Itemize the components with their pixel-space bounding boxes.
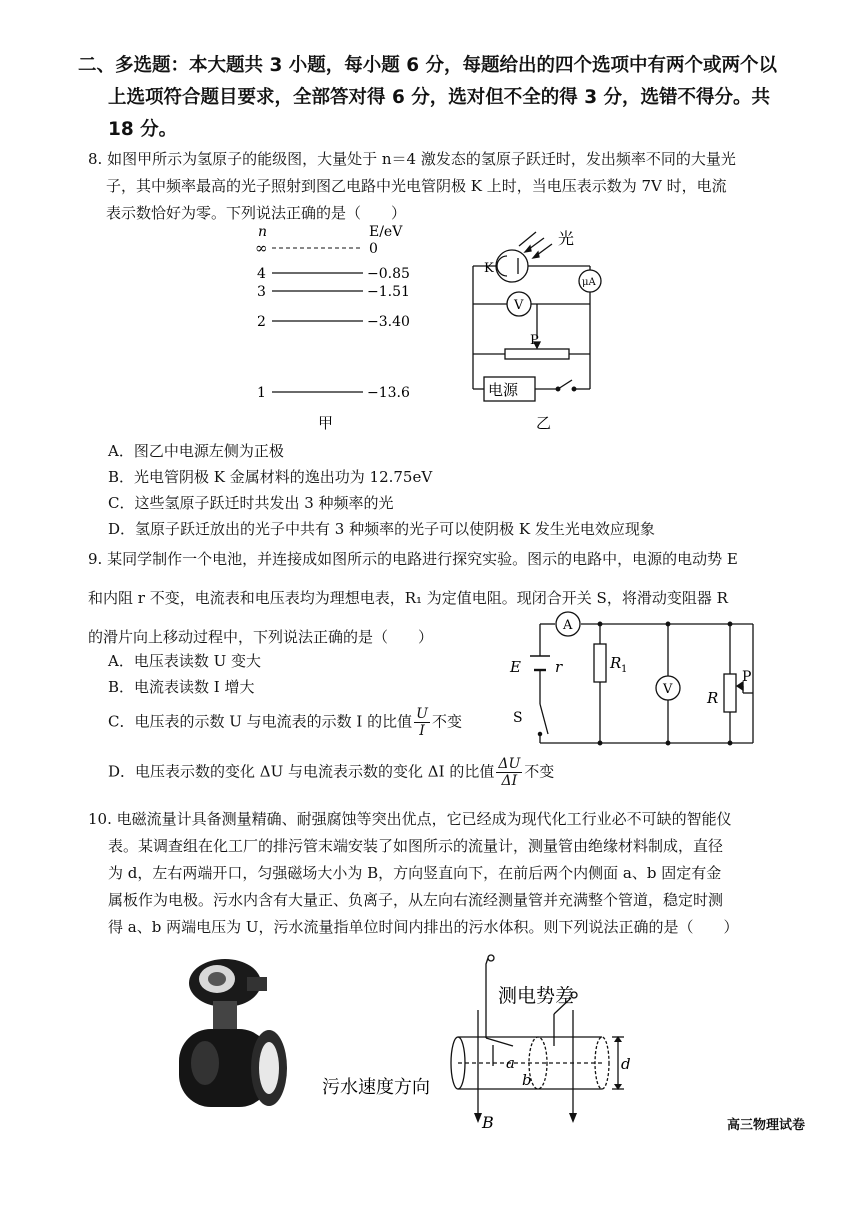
question-10-stem [88,806,808,941]
level-2-energy: −3.40 [367,314,410,330]
question-8-options [108,438,808,542]
n-axis-label: n [258,224,268,240]
q10-stem-line-4: 属板作为电极。污水内含有大量正、负离子，从左向右流经测量管并充满整个管道，稳定时测 [108,891,724,909]
q9-option-c[interactable] [108,706,528,739]
level-3-energy: −1.51 [367,284,410,300]
flowmeter-device-illustration [165,955,300,1120]
photocell [496,250,528,282]
q9-stem-line-3: 的滑片向上移动过程中，下列说法正确的是（ ） [88,628,434,646]
q10-stem-line-1: 10. 电磁流量计具备测量精确、耐强腐蚀等突出优点，它已经成为现代化工行业必不可缺的智能仪 [88,810,732,828]
q9-option-c-text: C．电压表的示数 U 与电流表的示数 I 的比值 [108,712,413,731]
q9-option-d-tail: 不变 [524,762,555,781]
q8-stem-line-3: 表示数恰好为零。下列说法正确的是（ ） [106,204,407,222]
page-footer: 高三物理试卷 [726,1118,805,1133]
rheostat [505,349,569,359]
energy-level-diagram [245,222,425,432]
level-infinity-label: ∞ [255,239,268,257]
slider-label: P [742,669,752,685]
slider-label: P [530,333,539,348]
q8-stem-line-1: 8. 如图甲所示为氢原子的能级图，大量处于 n＝4 激发态的氢原子跃迁时，发出频率不同的大量光 [88,150,736,168]
power-source-label: 电源 [488,381,519,399]
rheostat-r [724,674,736,712]
section-header [78,50,798,146]
q8-option-b[interactable]: B．光电管阴极 K 金属材料的逸出功为 12.75eV [108,468,433,486]
r1-label: R [610,654,622,672]
measure-potential-label: 测电势差 [498,985,575,1007]
switch-label: S [513,710,523,726]
q9-option-d-text: D．电压表示数的变化 ΔU 与电流表示数的变化 ΔI 的比值 [108,762,495,781]
emf-label: E [510,658,521,676]
rheostat-label: R [707,689,719,707]
energy-axis-label: E/eV [369,224,403,240]
voltmeter-label: V [514,298,524,313]
level-4-n: 4 [257,266,266,282]
q10-stem-line-5: 得 a、b 两端电压为 U，污水流量指单位时间内排出的污水体积。则下列说法正确的是（ ） [108,918,739,936]
figure-yi-caption: 乙 [536,414,552,432]
electrode-a-label: a [506,1054,515,1072]
question-9-options [108,648,528,739]
figure-jia-caption: 甲 [318,414,334,432]
q8-option-c[interactable]: C．这些氢原子跃迁时共发出 3 种频率的光 [108,494,394,512]
flow-measurement-diagram [318,950,638,1135]
fraction-du-over-di: $\frac{\Delta U}{\Delta I}$ [498,756,521,789]
r1-subscript: 1 [621,664,628,675]
q8-option-a[interactable]: A．图乙中电源左侧为正极 [108,442,284,460]
q9-option-d[interactable] [108,756,808,789]
section-line-1: 二、多选题：本大题共 3 小题，每小题 6 分，每题给出的四个选项中有两个或两个以 [78,55,778,76]
q9-circuit-diagram [500,608,770,753]
flow-direction-label: 污水速度方向 [322,1077,430,1098]
magnetic-field-label: B [482,1113,494,1132]
fraction-u-over-i: $\frac{U}{I}$ [416,706,428,739]
level-2-n: 2 [257,314,266,330]
question-8-stem [88,146,808,227]
internal-resistance-label: r [555,658,563,676]
q10-stem-line-3: 为 d，左右两端开口，匀强磁场大小为 B，方向竖直向下，在前后两个内侧面 a、b 固定有金 [108,864,722,882]
light-label: 光 [558,229,575,248]
ammeter-label: A [563,618,573,633]
q9-option-c-tail: 不变 [431,712,462,731]
q8-option-d[interactable]: D．氢原子跃迁放出的光子中共有 3 种频率的光子可以使阴极 K 发生光电效应现象 [108,520,655,538]
resistor-r1 [594,644,606,682]
photoelectric-circuit-diagram [462,222,622,432]
level-4-energy: −0.85 [367,266,410,282]
section-line-2: 上选项符合题目要求，全部答对得 6 分，选对但不全的得 3 分，选错不得分。共 [108,87,771,108]
cathode-label: K [484,261,494,276]
q8-stem-line-2: 子，其中频率最高的光子照射到图乙电路中光电管阴极 K 上时，当电压表示数为 7V 时，电流 [106,177,727,195]
level-zero-energy: 0 [369,241,378,257]
q9-option-b[interactable]: B．电流表读数 I 增大 [108,678,255,696]
level-3-n: 3 [257,284,266,300]
electrode-b-label: b [522,1071,532,1089]
level-1-n: 1 [257,385,266,401]
q10-stem-line-2: 表。某调查组在化工厂的排污管末端安装了如图所示的流量计，测量管由绝缘材料制成，直径 [108,837,724,855]
voltmeter-label: V [663,682,673,697]
diameter-label: d [621,1055,631,1073]
q9-stem-line-2: 和内阻 r 不变，电流表和电压表均为理想电表，R₁ 为定值电阻。现闭合开关 S，将滑动变阻器 R [88,589,728,607]
level-1-energy: −13.6 [367,385,410,401]
microammeter-label: μA [582,277,596,288]
q9-stem-line-1: 9. 某同学制作一个电池，并连接成如图所示的电路进行探究实验。图示的电路中，电源的电动势 E [88,550,738,568]
section-line-3: 18 分。 [108,119,178,140]
q9-option-a[interactable]: A．电压表读数 U 变大 [108,652,262,670]
